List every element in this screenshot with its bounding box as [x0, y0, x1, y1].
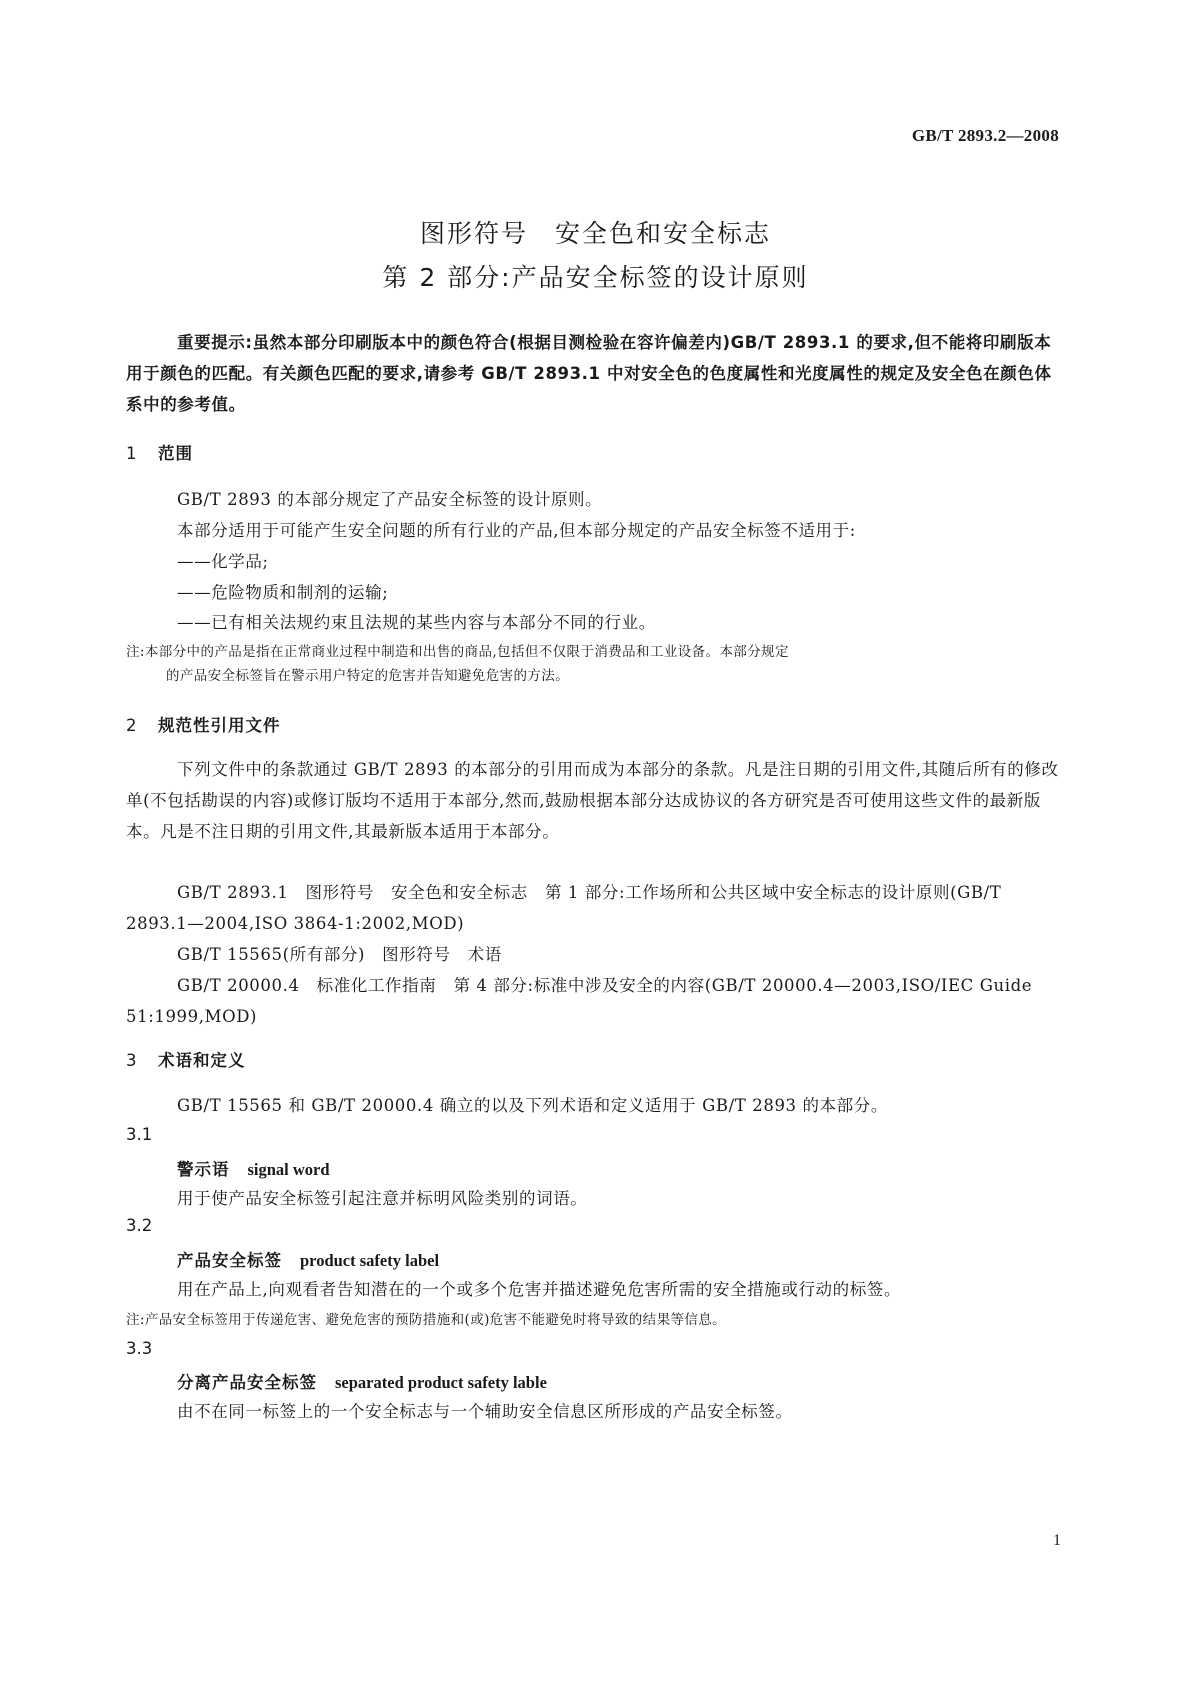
section-1-para-1: GB/T 2893 的本部分规定了产品安全标签的设计原则。: [177, 490, 603, 509]
section-3-para-1: GB/T 15565 和 GB/T 20000.4 确立的以及下列术语和定义适用于 GB/T 2893 的本部分。: [177, 1096, 888, 1115]
term-heading: [177, 1247, 439, 1271]
section-1-note: [126, 640, 1062, 688]
term-en: signal word: [247, 1160, 330, 1179]
reference-1: GB/T 2893.1 图形符号 安全色和安全标志 第 1 部分:工作场所和公共区域中安全标志的设计原则(GB/T 2893.1—2004,ISO 3864-1:2002,MOD): [126, 883, 1002, 933]
term-zh: 分离产品安全标签: [177, 1373, 317, 1392]
section-1-para-2: 本部分适用于可能产生安全问题的所有行业的产品,但本部分规定的产品安全标签不适用于:: [177, 521, 856, 540]
term-en: separated product safety lable: [335, 1373, 547, 1392]
term-definition: 用在产品上,向观看者告知潜在的一个或多个危害并描述避免危害所需的安全措施或行动的标签。: [177, 1280, 902, 1299]
reference-3: GB/T 20000.4 标准化工作指南 第 4 部分:标准中涉及安全的内容(GB/T 20000.4—2003,ISO/IEC Guide 51:1999,MOD): [126, 976, 1033, 1026]
section-number: 3: [126, 1051, 138, 1070]
term-definition: 用于使产品安全标签引起注意并标明风险类别的词语。: [177, 1189, 588, 1208]
term-note: 注:产品安全标签用于传递危害、避免危害的预防措施和(或)危害不能避免时将导致的结果等信息。: [126, 1312, 727, 1328]
term-zh: 警示语: [177, 1160, 230, 1179]
term-number: 3.3: [126, 1339, 153, 1358]
section-title: 规范性引用文件: [158, 716, 281, 735]
important-notice: 重要提示:虽然本部分印刷版本中的颜色符合(根据目测检验在容许偏差内)GB/T 2893.1 的要求,但不能将印刷版本用于颜色的匹配。有关颜色匹配的要求,请参考 GB/T 2893.1 中对安全色的色度属性和光度属性的规定及安全色在颜色体系中的参考值。: [126, 333, 1052, 414]
list-item: ——已有相关法规约束且法规的某些内容与本部分不同的行业。: [177, 613, 656, 632]
term-number: 3.2: [126, 1216, 153, 1235]
title-line-2: 第 2 部分:产品安全标签的设计原则: [382, 263, 809, 292]
section-3-heading: [126, 1047, 246, 1071]
title-line-1: 图形符号 安全色和安全标志: [419, 219, 771, 248]
list-item: ——化学品;: [177, 552, 269, 571]
section-number: 1: [126, 444, 138, 463]
term-heading: [177, 1369, 547, 1393]
term-definition: 由不在同一标签上的一个安全标志与一个辅助安全信息区所形成的产品安全标签。: [177, 1402, 793, 1421]
reference-2: GB/T 15565(所有部分) 图形符号 术语: [177, 945, 502, 964]
term-heading: [177, 1156, 330, 1180]
section-title: 范围: [158, 444, 193, 463]
term-number: 3.1: [126, 1125, 153, 1144]
page-number: 1: [1053, 1532, 1061, 1549]
section-title: 术语和定义: [158, 1051, 246, 1070]
note-line: 注:本部分中的产品是指在正常商业过程中制造和出售的商品,包括但不仅限于消费品和工业设备。本部分规定: [126, 644, 789, 660]
section-2-heading: [126, 712, 281, 736]
term-zh: 产品安全标签: [177, 1251, 282, 1270]
note-line: 的产品安全标签旨在警示用户特定的危害并告知避免危害的方法。: [166, 668, 570, 684]
section-2-para-1: 下列文件中的条款通过 GB/T 2893 的本部分的引用而成为本部分的条款。凡是注日期的引用文件,其随后所有的修改单(不包括勘误的内容)或修订版均不适用于本部分,然而,鼓励根据本部分达成协议的各方研究是否可使用这些文件的最新版本。凡是不注日期的引用文件,其最新版本适用于本部分。: [126, 760, 1059, 841]
section-1-heading: [126, 440, 193, 464]
list-item: ——危险物质和制剂的运输;: [177, 583, 389, 602]
term-en: product safety label: [300, 1251, 440, 1270]
standard-number: GB/T 2893.2—2008: [911, 126, 1059, 145]
section-number: 2: [126, 716, 138, 735]
